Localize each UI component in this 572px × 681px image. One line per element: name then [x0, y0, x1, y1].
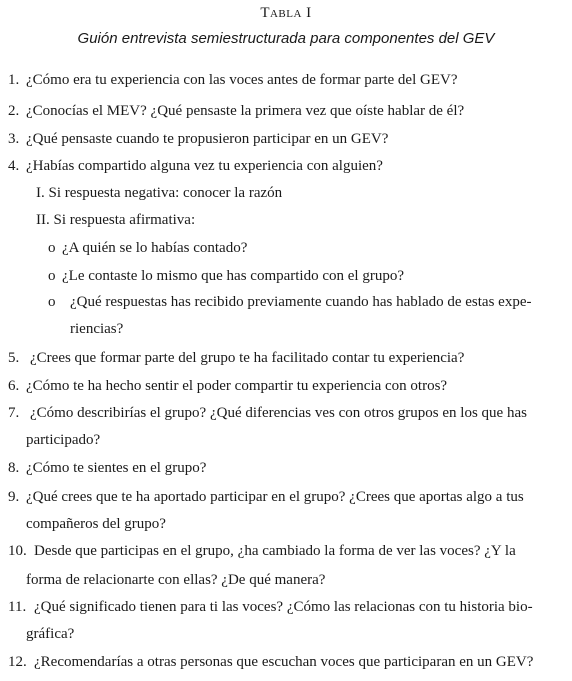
item-number: 11. [8, 599, 27, 615]
bullet-text-cont: riencias? [70, 321, 124, 337]
item-text: ¿Recomendarías a otras personas que escuchan voces que participaran en un GEV? [34, 654, 534, 670]
table-caption: Guión entrevista semiestructurada para componentes del GEV [77, 30, 495, 47]
bullet-mark: o [48, 294, 56, 310]
sub-item-negative: I. Si respuesta negativa: conocer la razón [36, 185, 283, 201]
item-text: ¿Qué significado tienen para ti las voces? ¿Cómo las relacionas con tu historia bio- [34, 599, 533, 615]
item-text: ¿Qué pensaste cuando te propusieron participar en un GEV? [26, 131, 389, 147]
item-text: ¿Habías compartido alguna vez tu experiencia con alguien? [26, 158, 383, 174]
sub-item-affirmative: II. Si respuesta afirmativa: [36, 212, 196, 228]
bullet-mark: o [48, 268, 56, 284]
item-text: Desde que participas en el grupo, ¿ha cambiado la forma de ver las voces? ¿Y la [34, 543, 516, 559]
item-number: 6. [8, 378, 20, 394]
item-text: ¿Cómo describirías el grupo? ¿Qué diferencias ves con otros grupos en los que has [30, 405, 527, 421]
item-text-cont: gráfica? [26, 626, 75, 642]
item-number: 5. [8, 350, 20, 366]
item-number: 3. [8, 131, 20, 147]
bullet-text: ¿A quién se lo habías contado? [62, 240, 248, 256]
item-text: ¿Qué crees que te ha aportado participar en el grupo? ¿Crees que aportas algo a tus [26, 489, 524, 505]
item-text-cont: participado? [26, 432, 101, 448]
item-text: ¿Cómo era tu experiencia con las voces antes de formar parte del GEV? [26, 72, 458, 88]
item-text: ¿Crees que formar parte del grupo te ha facilitado contar tu experiencia? [30, 350, 465, 366]
item-number: 10. [8, 543, 27, 559]
bullet-text: ¿Le contaste lo mismo que has compartido con el grupo? [62, 268, 404, 284]
bullet-text: ¿Qué respuestas has recibido previamente cuando has hablado de estas expe- [70, 294, 532, 310]
item-number: 12. [8, 654, 27, 670]
item-number: 1. [8, 72, 20, 88]
item-number: 8. [8, 460, 20, 476]
bullet-mark: o [48, 240, 56, 256]
item-number: 7. [8, 405, 20, 421]
item-number: 9. [8, 489, 20, 505]
table-label: Tabla I [260, 5, 312, 21]
item-number: 2. [8, 103, 20, 119]
item-text-cont: compañeros del grupo? [26, 516, 166, 532]
item-number: 4. [8, 158, 20, 174]
item-text-cont: forma de relacionarte con ellas? ¿De qué manera? [26, 572, 326, 588]
item-text: ¿Cómo te ha hecho sentir el poder compartir tu experiencia con otros? [26, 378, 448, 394]
item-text: ¿Cómo te sientes en el grupo? [26, 460, 207, 476]
item-text: ¿Conocías el MEV? ¿Qué pensaste la primera vez que oíste hablar de él? [26, 103, 465, 119]
